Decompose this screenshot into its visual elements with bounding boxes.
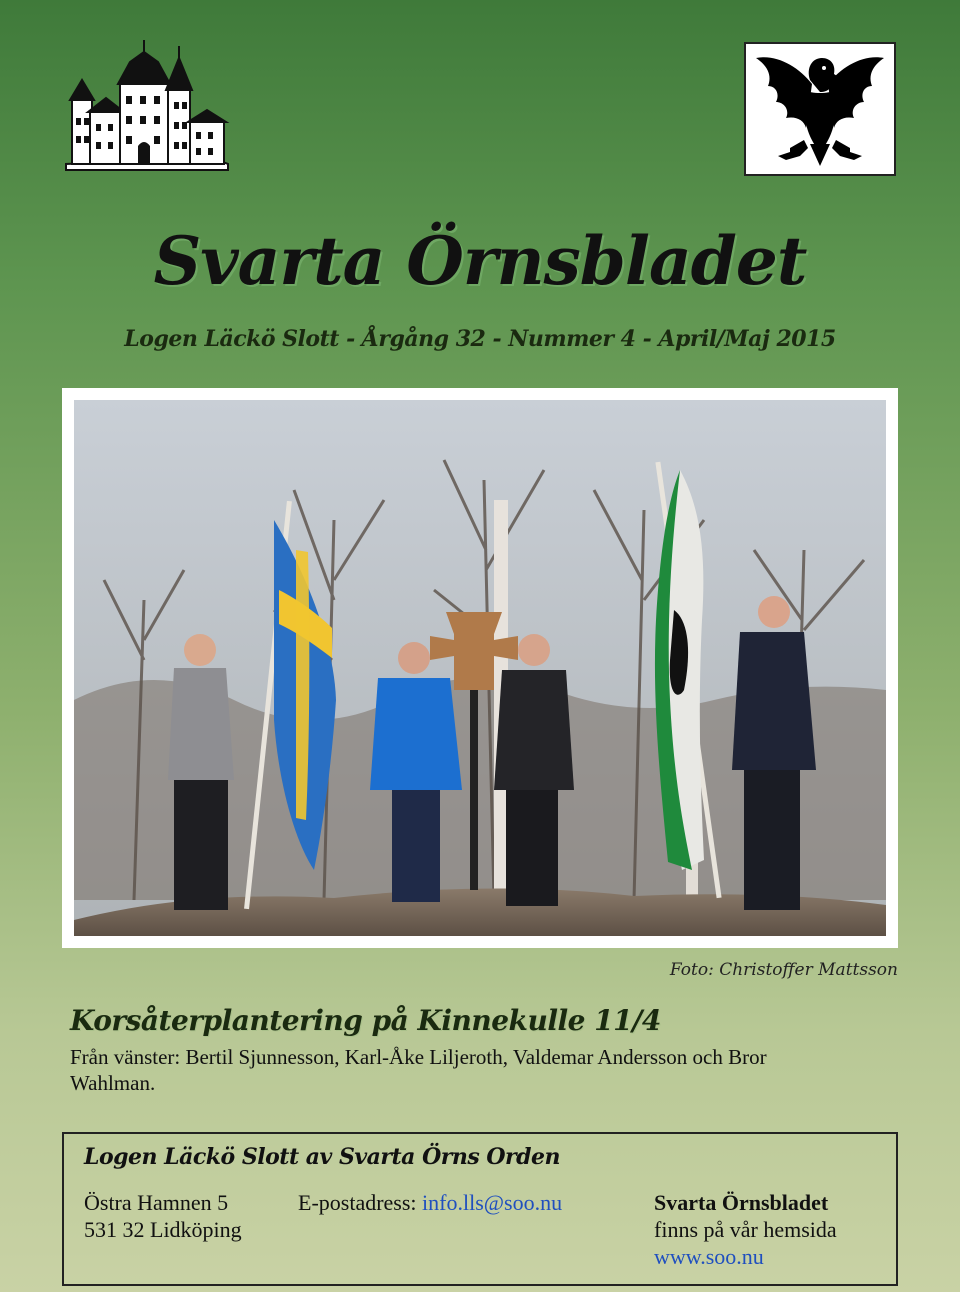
article-title: Korsåterplantering på Kinnekulle 11/4 (70, 1004, 661, 1037)
footer-title: Logen Läckö Slott av Svarta Örns Orden (84, 1144, 560, 1170)
masthead-title: Svarta Örnsbladet (153, 222, 807, 300)
email-block (298, 1189, 562, 1216)
photo-caption: Från vänster: Bertil Sjunnesson, Karl-Åke Liljeroth, Valdemar Andersson och Bror Wahlman. (70, 1045, 767, 1095)
email-link[interactable]: info.lls@soo.nu (422, 1190, 563, 1215)
photo-credit: Foto: Christoffer Mattsson (669, 960, 898, 980)
site-line: finns på vår hemsida (654, 1217, 837, 1242)
eagle-icon (744, 42, 896, 176)
website-link[interactable]: www.soo.nu (654, 1244, 764, 1269)
castle-icon (62, 38, 232, 176)
issue-line: Logen Läckö Slott - Årgång 32 - Nummer 4 - April/Maj 2015 (124, 326, 836, 352)
address-line-1: Östra Hamnen 5 (84, 1190, 229, 1215)
email-label: E-postadress: (298, 1190, 423, 1215)
cover-photo (62, 388, 898, 948)
address-line-2: 531 32 Lidköping (84, 1217, 242, 1242)
site-title: Svarta Örnsbladet (654, 1190, 829, 1215)
